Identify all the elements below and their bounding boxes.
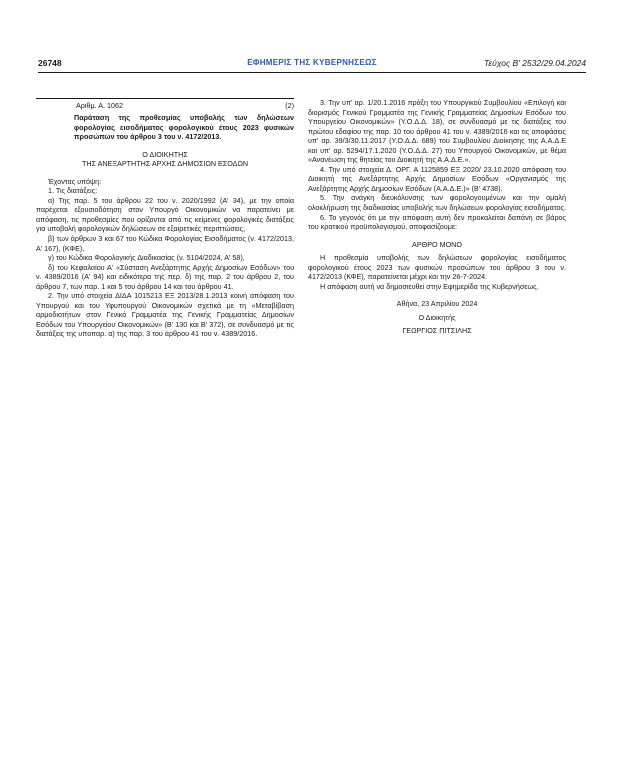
- decision-subject: Παράταση της προθεσμίας υποβολής των δηλώσεων φορολογίας εισοδήματος φορολογικού έτους 2023 φυσικών προσώπων του άρθρου 3 του ν. 4172/2013.: [74, 113, 294, 142]
- article-text: Η προθεσμία υποβολής των δηλώσεων φορολογίας εισοδήματος φορολογικού έτους 2023 των φυσικών προσώπων του άρθρου 3 του ν. 4172/2013 (ΚΦΕ), παρατείνεται μέχρι και την 26-7-2024.: [308, 253, 566, 282]
- decision-number: Αριθμ. Α. 1062: [76, 101, 123, 110]
- signatory-name: ΓΕΩΡΓΙΟΣ ΠΙΤΣΙΛΗΣ: [402, 326, 472, 336]
- paragraph: 1. Τις διατάξεις:: [48, 186, 98, 196]
- paragraph: δ) του Κεφαλαίου Α' «Σύσταση Ανεξάρτητης Αρχής Δημοσίων Εσόδων» του ν. 4389/2016 (Α' 94) και ειδικότερα της περ. δ) της παρ. 2 του άρθρου 2, του άρθρου 7, των παρ. 1 και 5 του άρθρου 14 και του άρθρου 41.: [36, 262, 294, 291]
- paragraph: β) των άρθρων 3 και 67 του Κώδικα Φορολογίας Εισοδήματος (ν. 4172/2013, Α' 167), (ΚΦΕ),: [36, 234, 294, 253]
- paragraph: γ) του Κώδικα Φορολογικής Διαδικασίας (ν. 5104/2024, Α' 58),: [48, 253, 245, 263]
- paragraph: α) Της παρ. 5 του άρθρου 22 του ν. 2020/1992 (Α' 34), με την οποία παρέχεται εξουσιοδότηση στον Υπουργό Οικονομικών να παρατείνει με απόφαση, τις προθεσμίες που ορίζονται από τις κείμενες φορολογικές διατάξεις για υποβολή φορολογικών δηλώσεων σε εξαιρετικές περιπτώσεις,: [36, 195, 294, 234]
- place-date: Αθήνα, 23 Απριλίου 2024: [396, 299, 478, 309]
- authority-line-1: Ο ΔΙΟΙΚΗΤΗΣ: [142, 149, 188, 159]
- publication-note: Η απόφαση αυτή να δημοσιευθεί στην Εφημερίδα της Κυβερνήσεως.: [320, 281, 539, 291]
- gazette-title: ΕΦΗΜΕΡΙΣ ΤΗΣ ΚΥΒΕΡΝΗΣΕΩΣ: [247, 58, 377, 67]
- issue-reference: Τεύχος Β' 2532/29.04.2024: [483, 58, 586, 68]
- paragraph: 6. Το γεγονός ότι με την απόφαση αυτή δεν προκαλείται δαπάνη σε βάρος του κρατικού προϋπολογισμού, αποφασίζουμε:: [308, 212, 566, 232]
- header-rule: [38, 72, 586, 73]
- having-regard: Έχοντας υπόψη:: [48, 176, 102, 186]
- decision-index: (2): [285, 101, 294, 110]
- page-header: [38, 58, 586, 72]
- left-column: [36, 98, 294, 339]
- right-column: [308, 98, 566, 336]
- decision-header: [36, 98, 294, 111]
- paragraph: 3. Την υπ' αρ. 1/20.1.2016 πράξη του Υπουργικού Συμβουλίου «Επιλογή και διορισμός Γενικού Γραμματέα της Γενικής Γραμματείας Δημοσίων Εσόδων του Υπουργείου Οικονομικών» (Υ.Ο.Δ.Δ. 18), σε συνδυασμό με τις διατάξεις του πρώτου εδαφίου της παρ. 10 του άρθρου 41 του ν. 4389/2016 και τις αποφάσεις υπ' αρ. 39/3/30.11.2017 (Υ.Ο.Δ.Δ. 689) του Συμβουλίου Διοίκησης της Α.Α.Δ.Ε και υπ' αρ. 5294/17.1.2020 (Υ.Ο.Δ.Δ. 27) του Υπουργού Οικονομικών, με θέμα «Ανανέωση της θητείας του Διοικητή της Α.Α.Δ.Ε.».: [308, 98, 566, 165]
- paragraph: 2. Την υπό στοιχεία ΔΙΔΑ 1015213 ΕΞ 2013/28.1.2013 κοινή απόφαση του Υπουργού και του Υφυπουργού Οικονομικών σχετικά με τη «Μεταβίβαση αρμοδιοτήτων στον Γενικό Γραμματέα της Γενικής Γραμματείας Δημοσίων Εσόδων του Υπουργείου Οικονομικών» (Β' 130 και Β' 372), σε συνδυασμό με τις διατάξεις της υποπαρ. α) της παρ. 3 του άρθρου 41 του ν. 4389/2016.: [36, 291, 294, 339]
- article-heading: ΑΡΘΡΟ ΜΟΝΟ: [412, 239, 462, 249]
- page-number: 26748: [38, 58, 62, 68]
- paragraph: 5. Την ανάγκη διευκόλυνσης των φορολογουμένων και την ομαλή ολοκλήρωση της διαδικασίας υποβολής των δηλώσεων φορολογίας εισοδήματος.: [308, 193, 566, 213]
- authority-line-2: ΤΗΣ ΑΝΕΞΑΡΤΗΤΗΣ ΑΡΧΗΣ ΔΗΜΟΣΙΩΝ ΕΣΟΔΩΝ: [81, 159, 249, 169]
- paragraph: 4. Την υπό στοιχεία Δ. ΟΡΓ. Α 1125859 ΕΞ 2020/ 23.10.2020 απόφαση του Διοικητή της Ανεξάρτητης Αρχής Δημοσίων Εσόδων «Οργανισμός της Ανεξάρτητης Αρχής Δημοσίων Εσόδων (Α.Α.Δ.Ε.)» (Β' 4738).: [308, 164, 566, 193]
- signatory-title: Ο Διοικητής: [418, 312, 456, 322]
